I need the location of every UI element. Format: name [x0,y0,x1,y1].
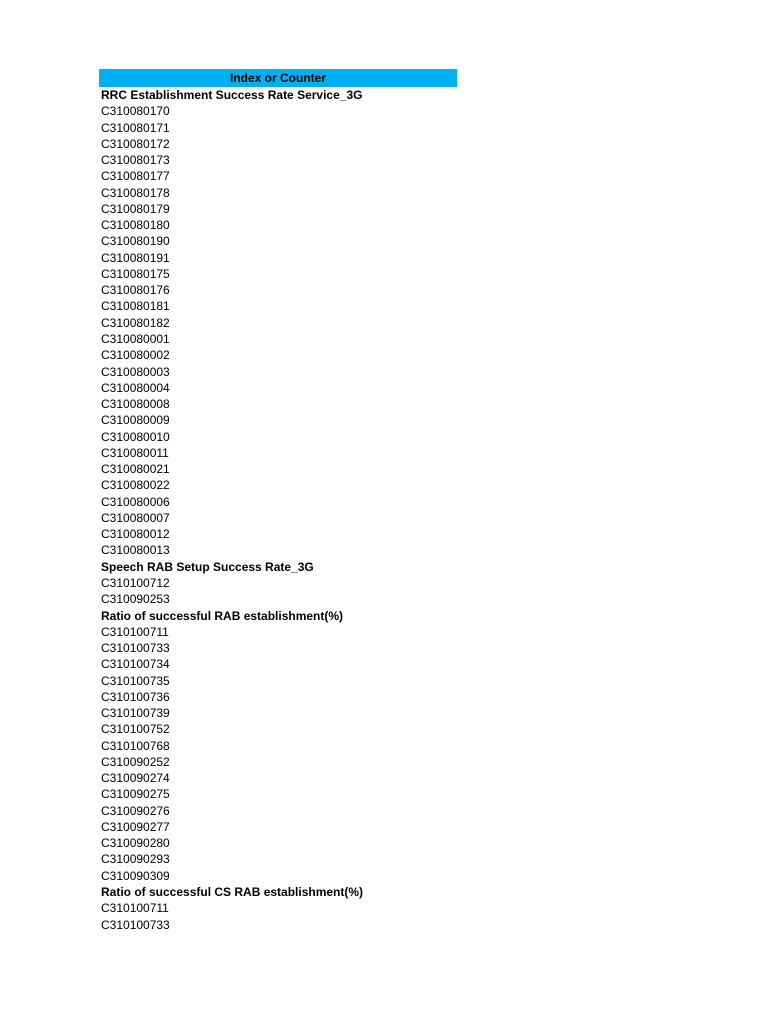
section-heading: RRC Establishment Success Rate Service_3G [101,88,363,102]
counter-id: C310080001 [101,331,170,346]
counter-id: C310090275 [101,787,170,802]
counter-id: C310080181 [101,299,170,314]
counter-id: C310090274 [101,771,170,786]
counter-id: C310100752 [101,722,170,737]
counter-id: C310090309 [101,868,170,883]
counter-id: C310080009 [101,413,170,428]
counter-id: C310100735 [101,673,170,688]
counter-id: C310080007 [101,510,170,525]
counter-id: C310080171 [101,120,170,135]
counter-id: C310080191 [101,250,170,265]
counter-id: C310080013 [101,543,170,558]
counter-id: C310080176 [101,283,170,298]
counter-id: C310080008 [101,397,170,412]
counter-id: C310080180 [101,218,170,233]
counter-id: C310090276 [101,803,170,818]
counter-id: C310100711 [101,901,169,916]
counter-id: C310080002 [101,348,170,363]
section-heading: Ratio of successful RAB establishment(%) [101,608,344,623]
counter-id: C310080004 [101,380,170,395]
counter-id: C310100712 [101,575,170,590]
table-header: Index or Counter [99,69,457,87]
counter-id: C310090277 [101,819,170,834]
counter-id: C310080177 [101,169,170,184]
counter-id: C310080175 [101,266,170,281]
counter-id: C310080173 [101,153,170,168]
counter-id: C310080021 [101,462,170,477]
counter-id: C310080003 [101,364,170,379]
counter-id: C310080170 [101,104,170,119]
counter-id: C310090280 [101,836,170,851]
counter-id: C310080006 [101,494,170,509]
counter-id: C310100733 [101,641,170,656]
counter-id: C310080178 [101,185,170,200]
counter-id: C310100736 [101,689,170,704]
section-heading: Speech RAB Setup Success Rate_3G [101,559,314,574]
counter-id: C310100739 [101,706,170,721]
counter-id: C310100733 [101,917,170,932]
counter-id: C310090293 [101,852,170,867]
counter-id: C310100734 [101,657,170,672]
counter-id: C310080190 [101,234,170,249]
counter-id: C310080182 [101,315,170,330]
counter-id: C310080179 [101,201,170,216]
counter-id: C310080172 [101,136,170,151]
counter-table [99,69,457,933]
counter-id: C310080011 [101,445,169,460]
counter-id: C310080012 [101,527,170,542]
counter-id: C310100711 [101,624,169,639]
table-rows [99,87,457,933]
counter-id: C310090252 [101,754,170,769]
counter-id: C310090253 [101,592,170,607]
counter-id: C310080022 [101,478,170,493]
counter-id: C310080010 [101,429,170,444]
counter-id: C310100768 [101,738,170,753]
section-heading: Ratio of successful CS RAB establishment(%) [101,885,364,900]
